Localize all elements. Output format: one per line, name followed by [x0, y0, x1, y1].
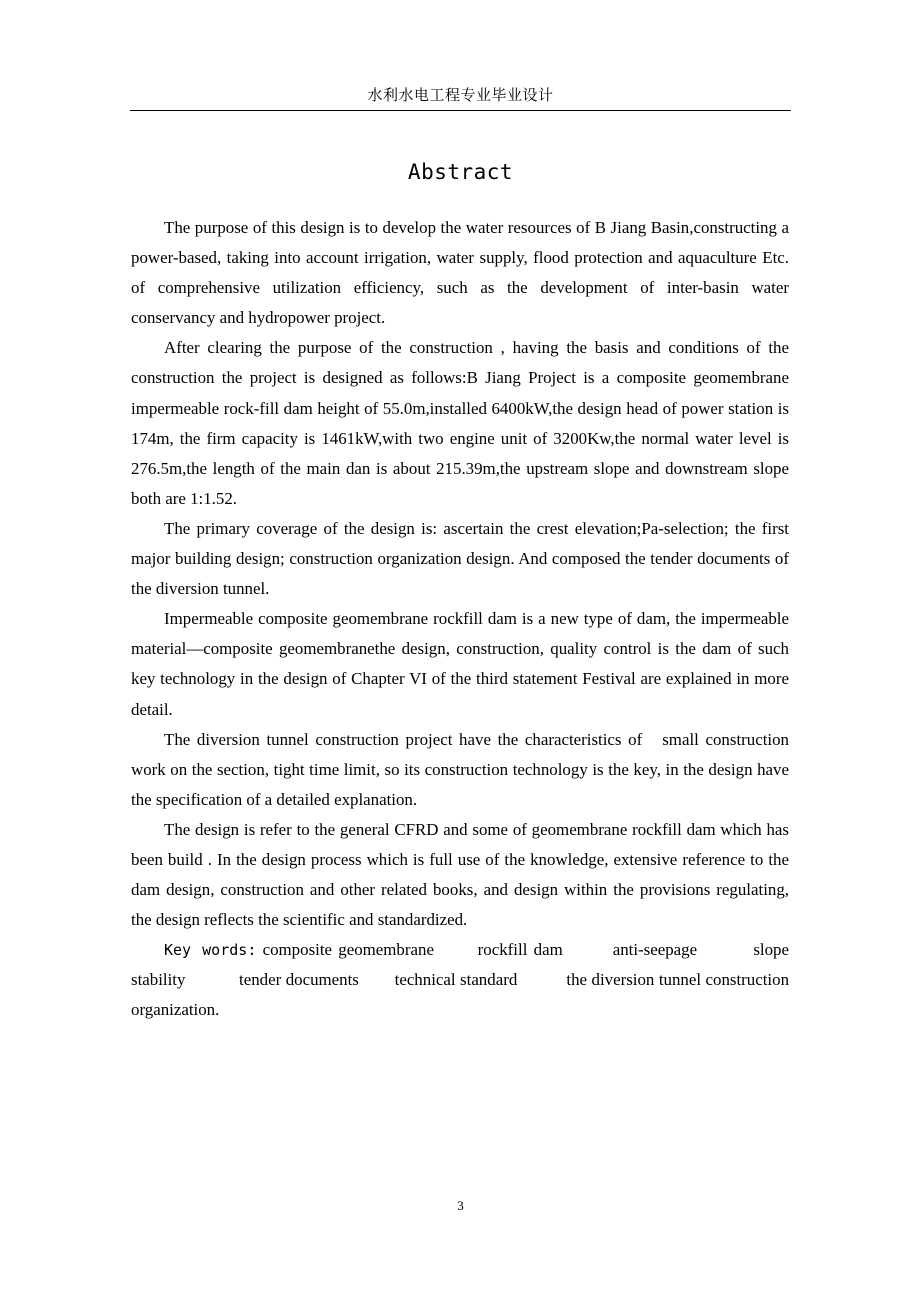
keywords-label: Key words: [164, 941, 248, 960]
keywords-paragraph: [131, 935, 789, 1025]
header-divider: [130, 110, 791, 111]
abstract-title: Abstract: [407, 160, 514, 184]
keyword: anti-seepage: [612, 940, 698, 960]
abstract-paragraph-4: Impermeable composite geomembrane rockfill dam is a new type of dam, the impermeable material—composite geomembranethe design, construction, quality control is the dam of such key technology in the design of Chapter VI of the third statement Festival are explained in more detail.: [131, 609, 789, 719]
abstract-paragraph-3: The primary coverage of the design is: ascertain the crest elevation;Pa-selection; the first major building design; construction organization design. And composed the tender documents of the diversion tunnel.: [131, 518, 789, 599]
page-number: 3: [457, 1198, 464, 1213]
keyword: the diversion tunnel construction organization.: [131, 970, 790, 1020]
abstract-paragraph-5: The diversion tunnel construction project have the characteristics of small construction work on the section, tight time limit, so its construction technology is the key, in the design have the specification of a detailed explanation.: [131, 729, 794, 809]
abstract-paragraph-1: The purpose of this design is to develop the water resources of B Jiang Basin,constructing a power-based, taking into account irrigation, water supply, flood protection and aquaculture Etc. of comprehensive utilization efficiency, such as the development of inter-basin water conservancy and hydropower project.: [131, 218, 789, 328]
abstract-paragraph-2: After clearing the purpose of the construction , having the basis and conditions of the construction the project is designed as follows:B Jiang Project is a composite geomembrane impermeable rock-fill dam height of 55.0m,installed 6400kW,the design head of power station is 174m, the firm capacity is 1461kW,with two engine unit of 3200Kw,the normal water level is 276.5m,the length of the main dan is about 215.39m,the upstream slope and downstream slope both are 1:1.52.: [131, 338, 789, 508]
abstract-body: [131, 213, 794, 1026]
abstract-paragraph-6: The design is refer to the general CFRD and some of geomembrane rockfill dam which has been build . In the design process which is full use of the knowledge, extensive reference to the dam design, construction and other related books, and design within the provisions regulating, the design reflects the scientific and standardized.: [131, 819, 789, 930]
keywords-separator: :: [247, 941, 257, 960]
keyword: slope stability: [131, 940, 789, 990]
keyword: tender documents: [239, 970, 359, 990]
page-header: 水利水电工程专业毕业设计: [367, 86, 554, 104]
keyword: composite geomembrane: [262, 940, 434, 960]
keyword: technical standard: [394, 970, 518, 990]
keyword: rockfill dam: [477, 940, 563, 960]
